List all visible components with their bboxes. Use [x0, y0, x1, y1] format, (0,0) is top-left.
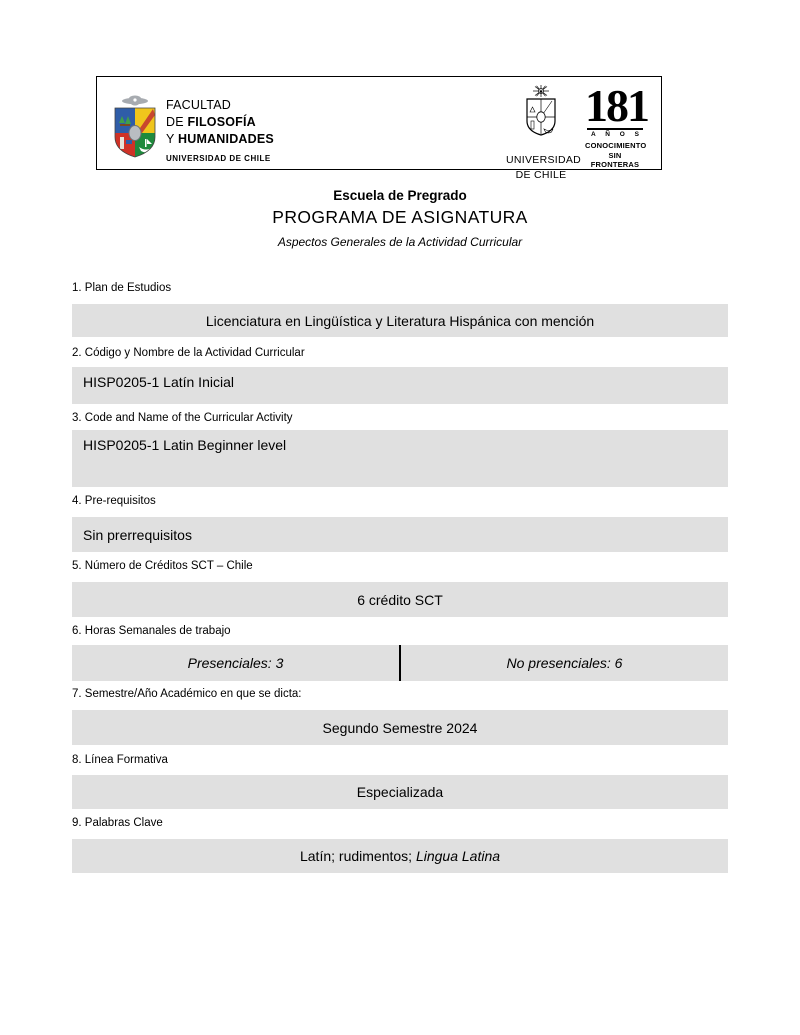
section-1-label: 1. Plan de Estudios [72, 282, 172, 294]
slogan-line2: SIN FRONTERAS [590, 151, 640, 169]
codigo-nombre-value: HISP0205-1 Latín Inicial [83, 374, 234, 390]
section-1-value-box [72, 304, 728, 337]
plan-de-estudios-value: Licenciatura en Lingüística y Literatura Hispánica con mención [205, 312, 595, 329]
faculty-line1: FACULTAD [166, 98, 232, 112]
section-8-value-box [72, 775, 728, 809]
uchile-name-line1: UNIVERSIDAD [506, 154, 582, 166]
section-9-value-box [72, 839, 728, 873]
code-name-english-value: HISP0205-1 Latin Beginner level [83, 437, 287, 453]
section-6-value-box [72, 645, 728, 681]
section-5-label: 5. Número de Créditos SCT – Chile [72, 560, 253, 572]
page-title: PROGRAMA DE ASIGNATURA [272, 207, 528, 227]
section-8-label: 8. Línea Formativa [72, 754, 168, 766]
faculty-logo [111, 93, 274, 167]
section-2-label: 2. Código y Nombre de la Actividad Curricular [72, 347, 305, 359]
page-subtitle: Aspectos Generales de la Actividad Curricular [277, 235, 523, 249]
section-9-label: 9. Palabras Clave [72, 817, 163, 829]
section-2-value-box [72, 367, 728, 404]
section-4-value-box [72, 517, 728, 552]
faculty-line3: Y HUMANIDADES [166, 132, 274, 146]
section-6-label: 6. Horas Semanales de trabajo [72, 625, 231, 637]
prerequisitos-value: Sin prerrequisitos [83, 526, 192, 543]
semestre-value: Segundo Semestre 2024 [322, 719, 478, 736]
anniversary-column [585, 80, 648, 169]
section-5-value-box [72, 582, 728, 617]
linea-formativa-value: Especializada [356, 784, 444, 800]
header-logo-band [96, 76, 662, 181]
section-4-label: 4. Pre-requisitos [72, 495, 156, 507]
uchile-shield-icon [506, 85, 576, 147]
horas-presenciales-value: Presenciales: 3 [187, 655, 284, 671]
section-7-value-box [72, 710, 728, 745]
uchile-emblem-column [506, 85, 582, 182]
section-7-label: 7. Semestre/Año Académico en que se dicta: [72, 688, 302, 700]
section-3-value-box [72, 430, 728, 487]
horas-presenciales-cell [72, 645, 399, 681]
uchile-anniversary-logo [506, 80, 648, 182]
palabras-clave-italic: Lingua Latina [415, 848, 501, 864]
faculty-shield-icon [111, 93, 159, 161]
anniversary-label: A Ñ O S [591, 131, 643, 138]
uchile-name-line2: DE CHILE [515, 169, 567, 181]
creditos-value: 6 crédito SCT [357, 591, 443, 608]
horas-no-presenciales-cell [401, 645, 728, 681]
section-3-label: 3. Code and Name of the Curricular Activity [72, 412, 293, 424]
faculty-wordmark [166, 93, 274, 167]
horas-no-presenciales-value: No presenciales: 6 [506, 655, 623, 671]
school-title: Escuela de Pregrado [333, 188, 467, 203]
faculty-line4: UNIVERSIDAD DE CHILE [166, 154, 271, 163]
slogan-line1: CONOCIMIENTO [585, 141, 647, 150]
faculty-line2: DE FILOSOFÍA [166, 115, 256, 129]
anniversary-number: 181 [585, 80, 648, 131]
palabras-clave-value: Latín; rudimentos; Lingua Latina [299, 848, 501, 864]
